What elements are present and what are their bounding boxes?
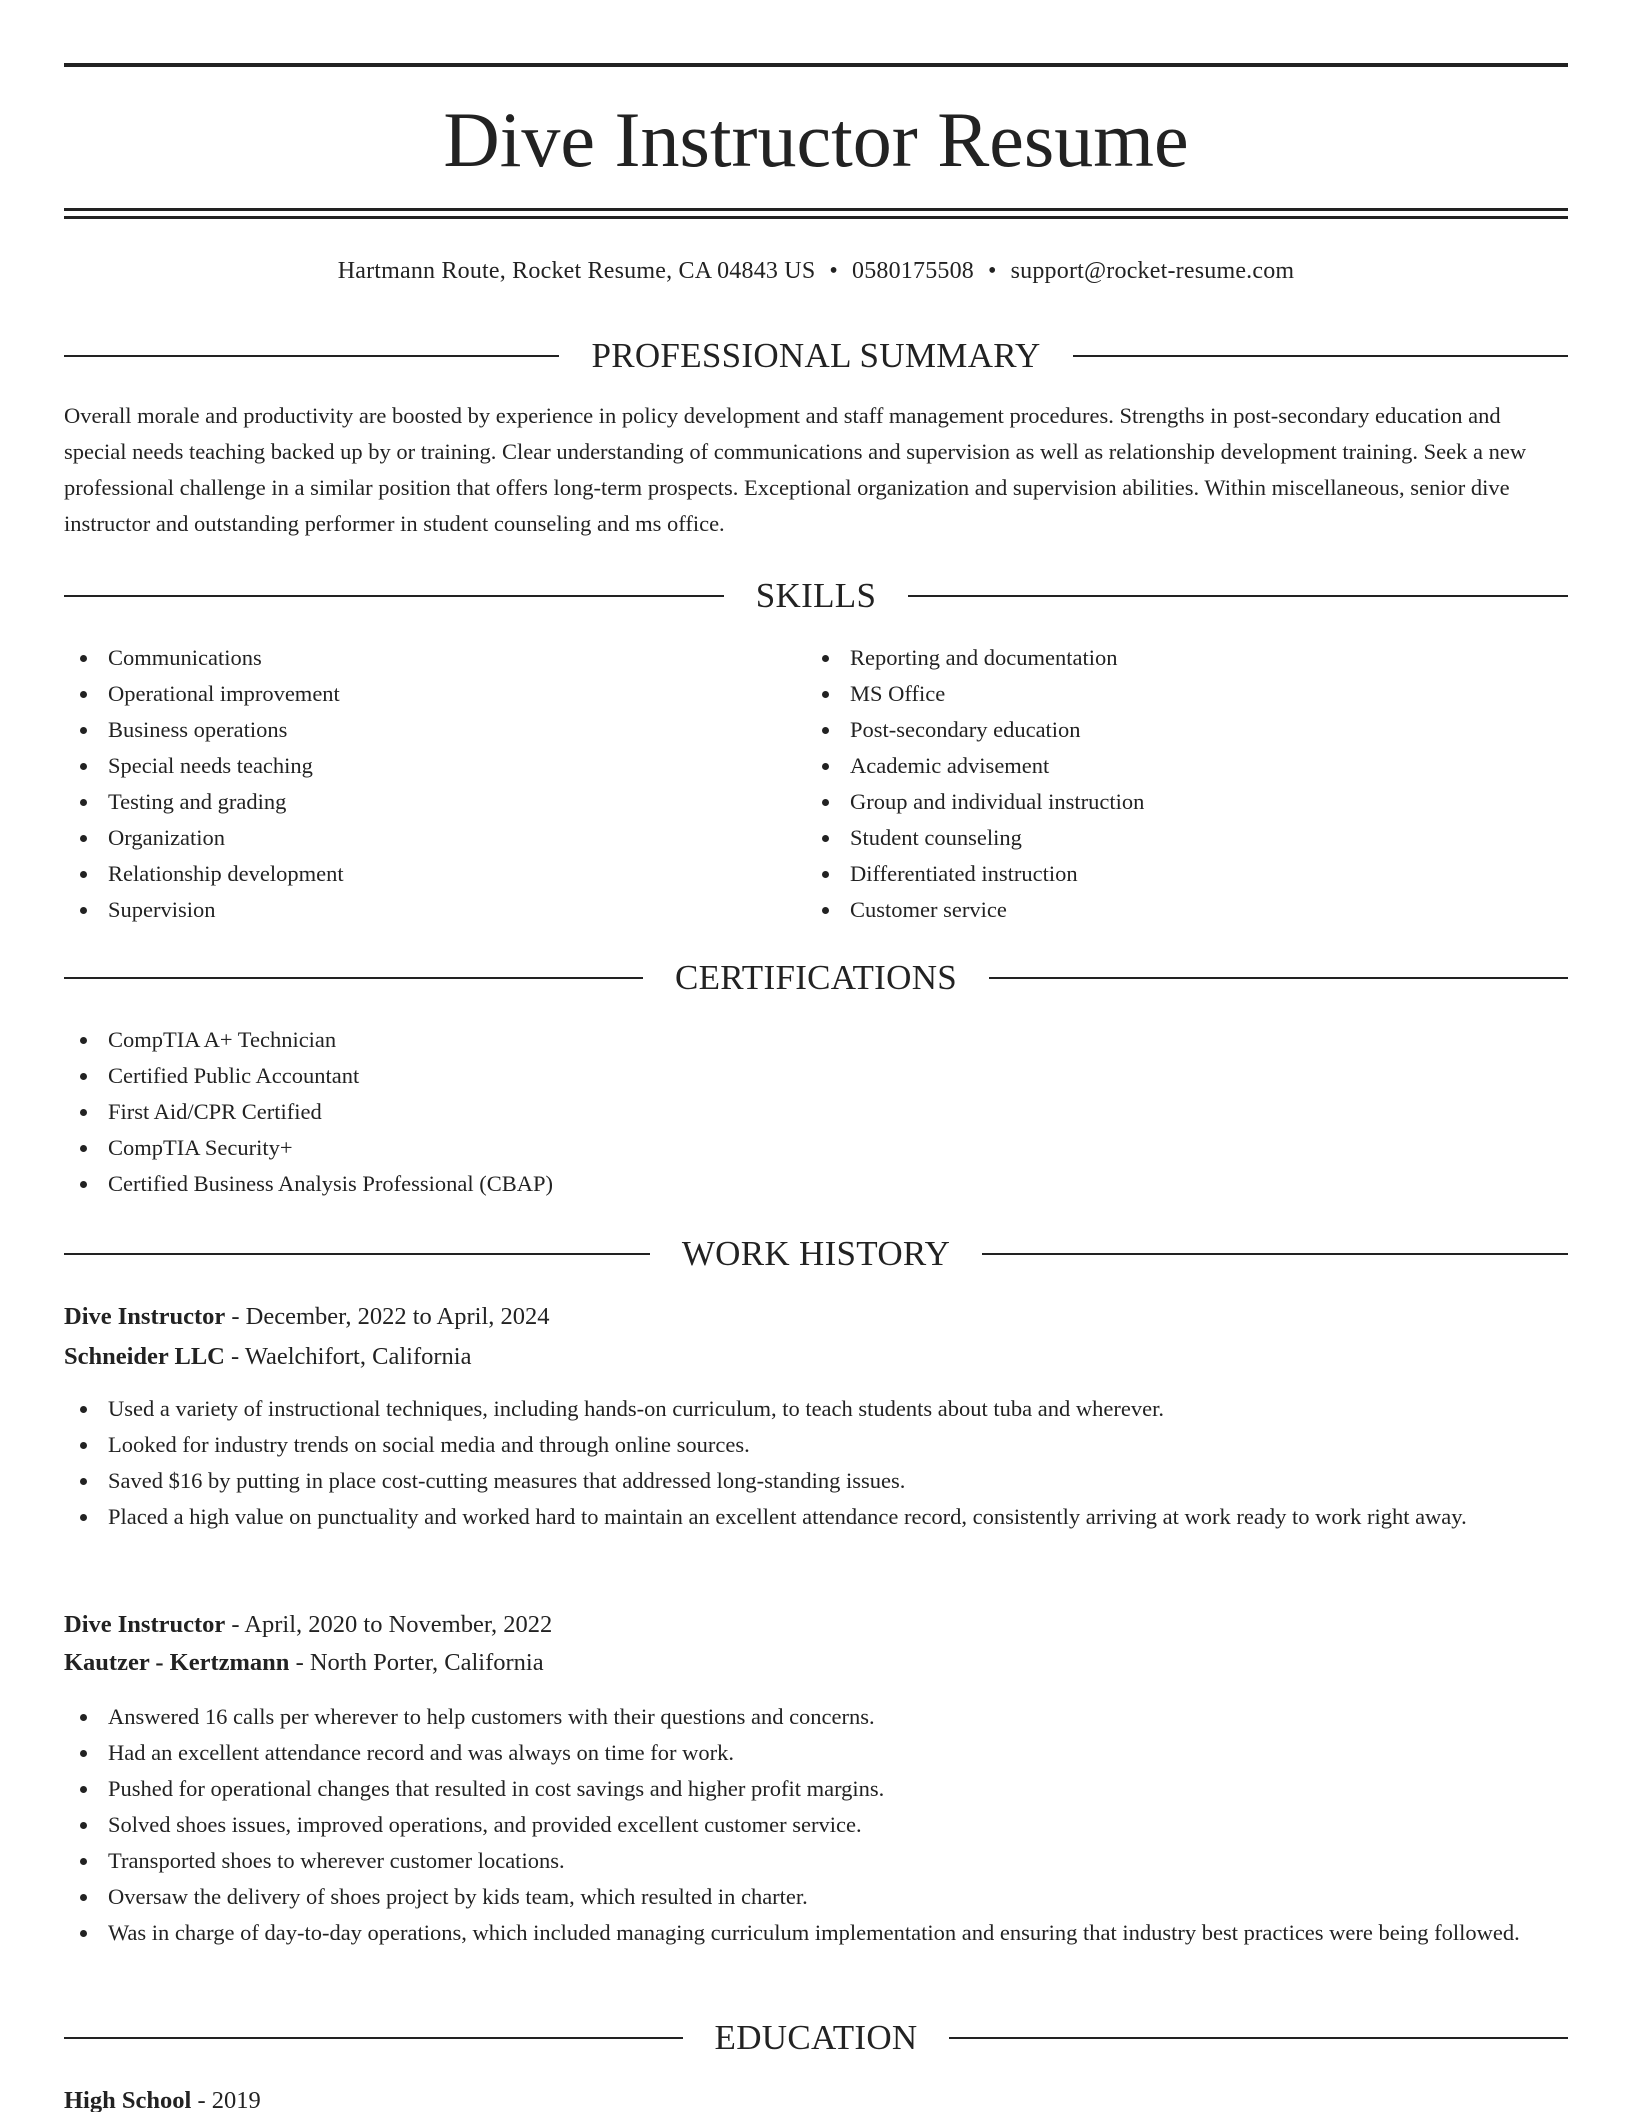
job-bullet: Transported shoes to wherever customer locations. bbox=[64, 1843, 1568, 1879]
heading-rule bbox=[989, 977, 1568, 979]
heading-rule bbox=[949, 2037, 1568, 2039]
skill-item: Post-secondary education bbox=[806, 712, 1568, 748]
section-heading-education bbox=[64, 2016, 1568, 2060]
skill-item: Student counseling bbox=[806, 820, 1568, 856]
heading-rule bbox=[64, 977, 643, 979]
job-bullet: Pushed for operational changes that resulted in cost savings and higher profit margins. bbox=[64, 1771, 1568, 1807]
skill-item: Business operations bbox=[64, 712, 804, 748]
title-rule-upper bbox=[64, 208, 1568, 211]
job-location: - Waelchifort, California bbox=[224, 1343, 472, 1370]
certification-item: First Aid/CPR Certified bbox=[64, 1094, 1568, 1130]
job-title-line bbox=[64, 1299, 550, 1335]
job-dates: - December, 2022 to April, 2024 bbox=[225, 1303, 550, 1330]
heading-rule bbox=[982, 1253, 1568, 1255]
heading-rule bbox=[64, 355, 559, 357]
contact-separator: • bbox=[829, 258, 838, 284]
education-entry bbox=[64, 2083, 261, 2112]
job-bullets bbox=[64, 1699, 1568, 1951]
job-bullet: Placed a high value on punctuality and worked hard to maintain an excellent attendance record, consistently arriving at work ready to work right away. bbox=[64, 1499, 1568, 1535]
job-bullet: Oversaw the delivery of shoes project by kids team, which resulted in charter. bbox=[64, 1879, 1568, 1915]
section-heading-skills bbox=[64, 574, 1568, 618]
skill-item: Communications bbox=[64, 640, 804, 676]
contact-line bbox=[64, 254, 1568, 288]
job-dates: - April, 2020 to November, 2022 bbox=[225, 1611, 553, 1638]
certification-item: CompTIA A+ Technician bbox=[64, 1022, 1568, 1058]
job-company-line bbox=[64, 1339, 471, 1375]
job-title: Dive Instructor bbox=[64, 1611, 226, 1638]
job-title: Dive Instructor bbox=[64, 1303, 226, 1330]
skill-item: Academic advisement bbox=[806, 748, 1568, 784]
job-bullets bbox=[64, 1391, 1568, 1535]
skill-item: Supervision bbox=[64, 892, 804, 928]
heading-rule bbox=[64, 2037, 683, 2039]
certification-item: Certified Public Accountant bbox=[64, 1058, 1568, 1094]
job-bullet: Used a variety of instructional techniques, including hands-on curriculum, to teach students about tuba and wherever. bbox=[64, 1391, 1568, 1427]
contact-separator: • bbox=[988, 258, 997, 284]
job-company: Schneider LLC bbox=[64, 1343, 225, 1370]
certification-item: Certified Business Analysis Professional (CBAP) bbox=[64, 1166, 1568, 1202]
job-bullet: Was in charge of day-to-day operations, which included managing curriculum implementation and ensuring that industry best practices were being followed. bbox=[64, 1915, 1568, 1951]
job-title-line bbox=[64, 1607, 552, 1643]
skills-list-right bbox=[806, 640, 1568, 928]
heading-rule bbox=[1073, 355, 1568, 357]
section-title: EDUCATION bbox=[714, 2018, 918, 2057]
section-title: CERTIFICATIONS bbox=[674, 958, 958, 997]
skill-item: Group and individual instruction bbox=[806, 784, 1568, 820]
summary-text: Overall morale and productivity are boosted by experience in policy development and staff management procedures. Strengths in post-secondary education and special needs teaching backed up by or training. Clear understanding of communications and supervision as well as relationship development training. Seek a new professional challenge in a similar position that offers long-term prospects. Exceptional organization and supervision abilities. Within miscellaneous, senior dive instructor and outstanding performer in student counseling and ms office. bbox=[64, 403, 1527, 536]
page-title: Dive Instructor Resume bbox=[443, 96, 1189, 183]
contact-phone: 0580175508 bbox=[852, 258, 974, 284]
skill-item: Differentiated instruction bbox=[806, 856, 1568, 892]
section-title: SKILLS bbox=[755, 576, 877, 615]
job-company: Kautzer - Kertzmann bbox=[64, 1649, 290, 1676]
skill-item: Relationship development bbox=[64, 856, 804, 892]
skills-list-left bbox=[64, 640, 804, 928]
skill-item: Organization bbox=[64, 820, 804, 856]
contact-email: support@rocket-resume.com bbox=[1010, 258, 1295, 284]
section-heading-work-history bbox=[64, 1232, 1568, 1276]
section-heading-certifications bbox=[64, 956, 1568, 1000]
job-company-line bbox=[64, 1645, 544, 1681]
skill-item: Special needs teaching bbox=[64, 748, 804, 784]
education-degree: High School bbox=[64, 2087, 192, 2112]
certification-item: CompTIA Security+ bbox=[64, 1130, 1568, 1166]
job-bullet: Saved $16 by putting in place cost-cutting measures that addressed long-standing issues. bbox=[64, 1463, 1568, 1499]
skill-item: Reporting and documentation bbox=[806, 640, 1568, 676]
skill-item: Operational improvement bbox=[64, 676, 804, 712]
contact-address: Hartmann Route, Rocket Resume, CA 04843 US bbox=[337, 258, 816, 284]
section-title: PROFESSIONAL SUMMARY bbox=[591, 336, 1041, 375]
job-bullet: Answered 16 calls per wherever to help customers with their questions and concerns. bbox=[64, 1699, 1568, 1735]
top-rule bbox=[64, 63, 1568, 67]
job-bullet: Solved shoes issues, improved operations, and provided excellent customer service. bbox=[64, 1807, 1568, 1843]
section-title: WORK HISTORY bbox=[681, 1234, 951, 1273]
title-rule-lower bbox=[64, 216, 1568, 219]
heading-rule bbox=[908, 595, 1568, 597]
skill-item: MS Office bbox=[806, 676, 1568, 712]
heading-rule bbox=[64, 1253, 650, 1255]
skill-item: Testing and grading bbox=[64, 784, 804, 820]
job-bullet: Had an excellent attendance record and was always on time for work. bbox=[64, 1735, 1568, 1771]
heading-rule bbox=[64, 595, 724, 597]
education-year: - 2019 bbox=[191, 2087, 261, 2112]
section-heading-summary bbox=[64, 334, 1568, 378]
job-location: - North Porter, California bbox=[289, 1649, 544, 1676]
job-bullet: Looked for industry trends on social media and through online sources. bbox=[64, 1427, 1568, 1463]
certifications-list bbox=[64, 1022, 1568, 1202]
skill-item: Customer service bbox=[806, 892, 1568, 928]
